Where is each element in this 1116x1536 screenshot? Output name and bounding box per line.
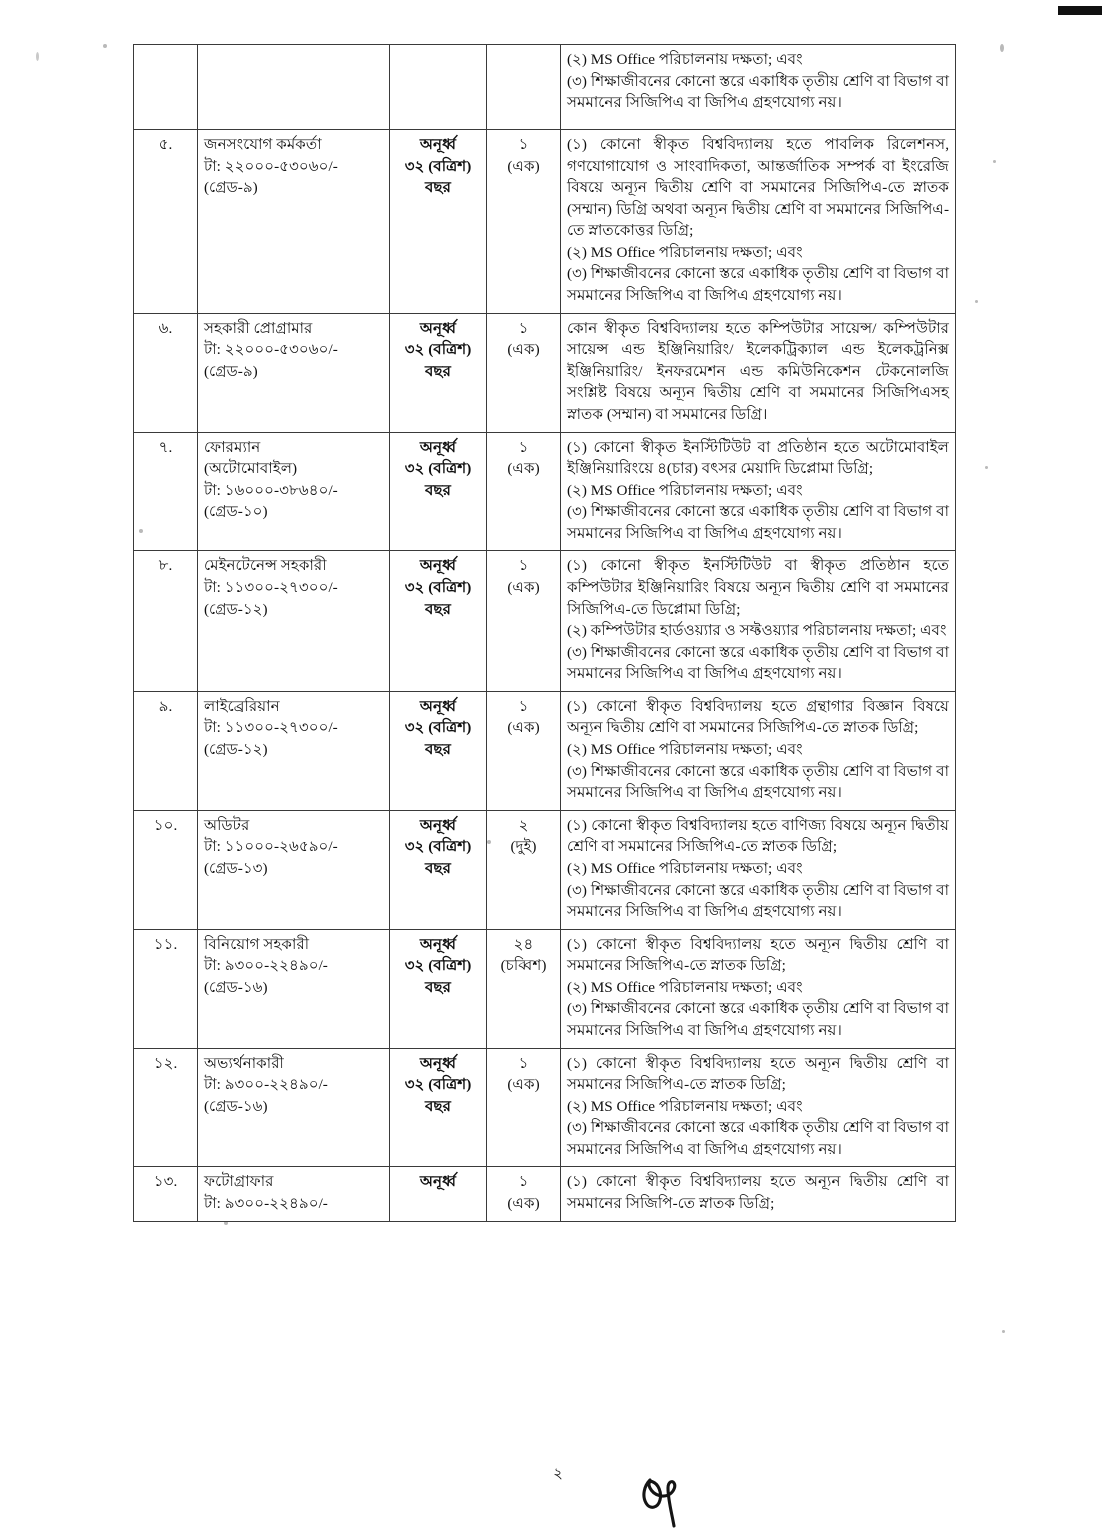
cell-vacancy [487,432,561,551]
cell-qualification [561,929,956,1048]
scan-speck [985,466,988,469]
table-row [134,929,956,1048]
cell-vacancy [487,810,561,929]
post-name: মেইনটেনেন্স সহকারী [204,557,327,575]
qualification-line: (১) কোনো স্বীকৃত বিশ্ববিদ্যালয় হতে গ্রন্থাগার বিজ্ঞান বিষয়ে অন্যূন দ্বিতীয় শ্রেণি বা সমমানের সিজিপিএ-তে স্নাতক ডিগ্রি; [567,697,949,737]
age-limit-value: ৩২ (বত্রিশ) [404,719,472,737]
qualification-line: (১) কোনো স্বীকৃত ইনস্টিটিউট বা স্বীকৃত প্রতিষ্ঠান হতে কম্পিউটার ইঞ্জিনিয়ারিং বিষয়ে অন্যূন দ্বিতীয় শ্রেণি বা সমমানের সিজিপিএ-তে ডিপ্লোমা ডিগ্রি; [567,557,949,618]
cell-age [390,691,487,810]
cell-age [390,313,487,432]
qualification-line: (১) কোনো স্বীকৃত বিশ্ববিদ্যালয় হতে বাণিজ্য বিষয়ে অন্যূন দ্বিতীয় শ্রেণি বা সমমানের সিজিপিএ-তে স্নাতক ডিগ্রি; [567,816,949,856]
cell-post [198,691,390,810]
pay-scale: টা: ১৬০০০-৩৮৬৪০/- [204,481,338,499]
vacancy-word: (এক) [507,341,540,359]
post-name: লাইব্রেরিয়ান [204,697,280,715]
pay-scale: টা: ৯৩০০-২২৪৯০/- [204,1076,328,1094]
cell-post [198,810,390,929]
age-limit-value: ৩২ (বত্রিশ) [404,341,472,359]
age-limit-unit: বছর [424,481,451,499]
cell-qualification [561,691,956,810]
qualification-line: (১) কোনো স্বীকৃত বিশ্ববিদ্যালয় হতে অন্যূন দ্বিতীয় শ্রেণি বা সমমানের সিজিপিএ-তে স্নাতক ডিগ্রি; [567,1054,949,1094]
page-number: ২ [553,1466,563,1482]
age-limit-prefix: অনূর্ধ্ব [419,697,457,715]
cell-serial: ১০. [134,810,198,929]
table-row [134,130,956,314]
table-row [134,432,956,551]
qualification-line: (৩) শিক্ষাজীবনের কোনো স্তরে একাধিক তৃতীয় শ্রেণি বা বিভাগ বা সমমানের সিজিপিএ বা জিপিএ গ্রহণযোগ্য নয়। [567,72,949,112]
age-limit-unit: বছর [424,741,451,759]
scan-speck [224,1221,228,1225]
job-positions-table [133,44,956,1222]
qualification-line: (৩) শিক্ষাজীবনের কোনো স্তরে একাধিক তৃতীয় শ্রেণি বা বিভাগ বা সমমানের সিজিপিএ বা জিপিএ গ্রহণযোগ্য নয়। [567,1000,949,1039]
qualification-line: কোন স্বীকৃত বিশ্ববিদ্যালয় হতে কম্পিউটার সায়েন্স/ কম্পিউটার সায়েন্স এন্ড ইঞ্জিনিয়ারিং/ ইলেকট্রিক্যাল এন্ড ইলেকট্রনিক্স ইঞ্জিনিয়ারিং/ ইনফরমেশন এন্ড কমিউনিকেশন টেকনোলজি সংশ্লিষ্ট বিষয়ে অন্যূন দ্বিতীয় শ্রেণি বা সমমানের সিজিপিএসহ স্নাতক (সম্মান) বা সমমানের ডিগ্রি। [567,319,949,423]
table-row [134,1048,956,1167]
age-limit-unit: বছর [424,179,451,197]
scan-speck [1002,1330,1005,1333]
cell-serial: ১১. [134,929,198,1048]
post-name: জনসংযোগ কর্মকর্তা [204,136,322,153]
post-name: অডিটর [204,816,250,834]
vacancy-word: (এক) [507,719,540,737]
cell-vacancy [487,45,561,130]
qualification-line: (৩) শিক্ষাজীবনের কোনো স্তরে একাধিক তৃতীয় শ্রেণি বা বিভাগ বা সমমানের সিজিপিএ বা জিপিএ গ্রহণযোগ্য নয়। [567,265,949,305]
grade: (গ্রেড-১২) [204,600,268,618]
cell-age [390,1048,487,1167]
scan-speck [993,160,996,163]
vacancy-word: (এক) [507,1076,540,1094]
age-limit-value: ৩২ (বত্রিশ) [404,157,472,175]
cell-age [390,810,487,929]
pay-scale: টা: ১১৩০০-২৭৩০০/- [204,719,338,737]
pay-scale: টা: ৯৩০০-২২৪৯০/- [204,957,328,975]
table-row [134,810,956,929]
cell-qualification [561,313,956,432]
cell-age [390,1167,487,1221]
grade: (গ্রেড-১৩) [204,859,268,877]
post-name: ফটোগ্রাফার [204,1173,274,1191]
qualification-line: (২) কম্পিউটার হার্ডওয়্যার ও সফ্টওয়্যার পরিচালনায় দক্ষতা; এবং [567,622,947,640]
grade: (গ্রেড-৯) [204,179,258,197]
cell-qualification [561,1167,956,1221]
cell-qualification [561,130,956,314]
age-limit-value: ৩২ (বত্রিশ) [404,838,472,856]
qualification-line: (১) কোনো স্বীকৃত ইনস্টিটিউট বা প্রতিষ্ঠান হতে অটোমোবাইল ইঞ্জিনিয়ারিংয়ে ৪(চার) বৎসর মেয়াদি ডিপ্লোমা ডিগ্রি; [567,438,949,478]
vacancy-word: (এক) [507,578,540,596]
vacancy-word: (এক) [507,157,540,175]
grade: (গ্রেড-১০) [204,503,268,521]
cell-vacancy [487,691,561,810]
cell-post [198,1048,390,1167]
cell-post [198,313,390,432]
qualification-line: (২) MS Office পরিচালনায় দক্ষতা; এবং [567,51,803,68]
qualification-line: (১) কোনো স্বীকৃত বিশ্ববিদ্যালয় হতে পাবলিক রিলেশনস, গণযোগাযোগ ও সাংবাদিকতা, আন্তর্জাতিক সম্পর্ক বা ইংরেজি বিষয়ে অন্যূন দ্বিতীয় শ্রেণি বা সমমানের সিজিপিএ-তে স্নাতক (সম্মান) ডিগ্রি অথবা অন্যূন দ্বিতীয় শ্রেণি বা সমমানের সিজিপিএ-তে স্নাতকোত্তর ডিগ্রি; [567,136,949,240]
qualification-line: (৩) শিক্ষাজীবনের কোনো স্তরে একাধিক তৃতীয় শ্রেণি বা বিভাগ বা সমমানের সিজিপিএ বা জিপিএ গ্রহণযোগ্য নয়। [567,643,949,683]
qualification-line: (২) MS Office পরিচালনায় দক্ষতা; এবং [567,859,803,877]
age-limit-unit: বছর [424,1097,451,1115]
age-limit-prefix: অনূর্ধ্ব [419,935,457,953]
cell-serial [134,45,198,130]
cell-qualification [561,45,956,130]
cell-serial: ১৩. [134,1167,198,1221]
post-name: সহকারী প্রোগ্রামার [204,319,313,337]
grade: (গ্রেড-১৬) [204,1097,268,1115]
qualification-line: (২) MS Office পরিচালনায় দক্ষতা; এবং [567,243,803,261]
scan-speck [36,52,39,61]
cell-vacancy [487,1167,561,1221]
qualification-line: (২) MS Office পরিচালনায় দক্ষতা; এবং [567,1097,803,1115]
post-name: অভ্যর্থনাকারী [204,1054,284,1072]
qualification-line: (৩) শিক্ষাজীবনের কোনো স্তরে একাধিক তৃতীয় শ্রেণি বা বিভাগ বা সমমানের সিজিপিএ বা জিপিএ গ্রহণযোগ্য নয়। [567,881,949,921]
qualification-line: (৩) শিক্ষাজীবনের কোনো স্তরে একাধিক তৃতীয় শ্রেণি বা বিভাগ বা সমমানের সিজিপিএ বা জিপিএ গ্রহণযোগ্য নয়। [567,503,949,542]
age-limit-value: ৩২ (বত্রিশ) [404,957,472,975]
vacancy-number: ১ [518,557,529,575]
cell-post [198,1167,390,1221]
scan-artifact-black-bar [1058,6,1102,15]
qualification-line: (২) MS Office পরিচালনায় দক্ষতা; এবং [567,978,803,996]
cell-serial: ৫. [134,130,198,314]
cell-vacancy [487,313,561,432]
vacancy-number: ২ [518,816,529,834]
cell-post [198,45,390,130]
age-limit-unit: বছর [424,978,451,996]
age-limit-unit: বছর [424,859,451,877]
cell-qualification [561,551,956,691]
vacancy-number: ১ [518,1054,529,1072]
cell-post [198,551,390,691]
table-row [134,1167,956,1221]
cell-vacancy [487,929,561,1048]
vacancy-word: (চব্বিশ) [500,957,547,975]
cell-serial: ৯. [134,691,198,810]
vacancy-word: (এক) [507,460,540,478]
table-row [134,313,956,432]
age-limit-value: ৩২ (বত্রিশ) [404,578,472,596]
cell-qualification [561,432,956,551]
pay-scale: টা: ২২০০০-৫৩০৬০/- [204,341,338,359]
post-name: ফোরম্যান [204,438,261,456]
vacancy-number: ১ [518,697,529,715]
qualification-line: (৩) শিক্ষাজীবনের কোনো স্তরে একাধিক তৃতীয় শ্রেণি বা বিভাগ বা সমমানের সিজিপিএ বা জিপিএ গ্রহণযোগ্য নয়। [567,762,949,802]
cell-qualification [561,810,956,929]
cell-serial: ৮. [134,551,198,691]
age-limit-prefix: অনূর্ধ্ব [419,1173,457,1191]
pay-scale: টা: ১১০০০-২৬৫৯০/- [204,838,338,856]
vacancy-word: (দুই) [510,838,537,856]
grade: (গ্রেড-১২) [204,741,268,759]
age-limit-value: ৩২ (বত্রিশ) [404,1076,472,1094]
vacancy-number: ১ [518,136,529,153]
scan-speck [1000,44,1004,52]
cell-vacancy [487,1048,561,1167]
pay-scale: টা: ৯৩০০-২২৪৯০/- [204,1195,328,1213]
cell-age [390,551,487,691]
cell-serial: ৬. [134,313,198,432]
grade: (গ্রেড-১৬) [204,978,268,996]
qualification-line: (১) কোনো স্বীকৃত বিশ্ববিদ্যালয় হতে অন্যূন দ্বিতীয় শ্রেণি বা সমমানের সিজিপি-তে স্নাতক ডিগ্রি; [567,1173,949,1213]
cell-serial: ৭. [134,432,198,551]
cell-post [198,432,390,551]
cell-vacancy [487,130,561,314]
cell-post [198,929,390,1048]
age-limit-unit: বছর [424,600,451,618]
scan-speck [103,44,107,48]
age-limit-prefix: অনূর্ধ্ব [419,319,457,337]
age-limit-unit: বছর [424,362,451,380]
cell-vacancy [487,551,561,691]
age-limit-prefix: অনূর্ধ্ব [419,816,457,834]
pay-scale: টা: ১১৩০০-২৭৩০০/- [204,578,338,596]
post-name: বিনিয়োগ সহকারী [204,935,310,953]
vacancy-number: ২৪ [513,935,534,953]
grade: (গ্রেড-৯) [204,362,258,380]
cell-serial: ১২. [134,1048,198,1167]
age-limit-prefix: অনূর্ধ্ব [419,1054,457,1072]
age-limit-value: ৩২ (বত্রিশ) [404,460,472,478]
age-limit-prefix: অনূর্ধ্ব [419,136,457,153]
cell-age [390,929,487,1048]
vacancy-number: ১ [518,319,529,337]
vacancy-word: (এক) [507,1195,540,1213]
cell-qualification [561,1048,956,1167]
scan-speck [975,300,978,303]
cell-age [390,45,487,130]
cell-post [198,130,390,314]
age-limit-prefix: অনূর্ধ্ব [419,438,457,456]
vacancy-number: ১ [518,1173,529,1191]
qualification-line: (২) MS Office পরিচালনায় দক্ষতা; এবং [567,741,803,759]
qualification-line: (১) কোনো স্বীকৃত বিশ্ববিদ্যালয় হতে অন্যূন দ্বিতীয় শ্রেণি বা সমমানের সিজিপিএ-তে স্নাতক ডিগ্রি; [567,935,949,975]
cell-age [390,130,487,314]
cell-age [390,432,487,551]
table-row [134,551,956,691]
age-limit-prefix: অনূর্ধ্ব [419,557,457,575]
handwritten-signature [636,1470,716,1532]
table-row-continued [134,45,956,130]
qualification-line: (৩) শিক্ষাজীবনের কোনো স্তরে একাধিক তৃতীয় শ্রেণি বা বিভাগ বা সমমানের সিজিপিএ বা জিপিএ গ্রহণযোগ্য নয়। [567,1119,949,1158]
qualification-line: (২) MS Office পরিচালনায় দক্ষতা; এবং [567,481,803,499]
vacancy-number: ১ [518,438,529,456]
table-row [134,691,956,810]
pay-scale: টা: ২২০০০-৫৩০৬০/- [204,157,338,175]
post-name-secondary: (অটোমোবাইল) [204,460,298,478]
